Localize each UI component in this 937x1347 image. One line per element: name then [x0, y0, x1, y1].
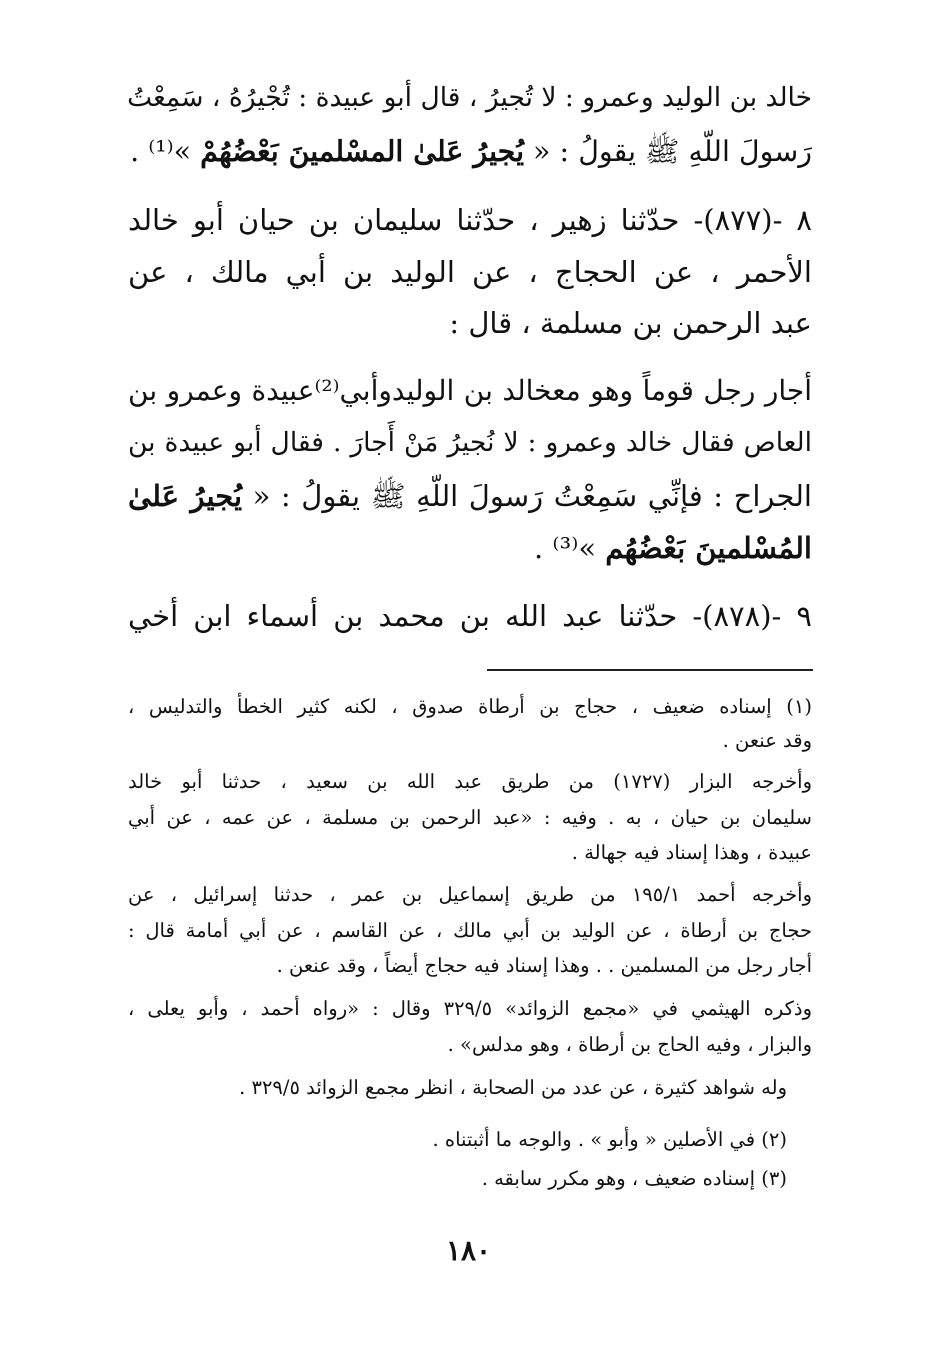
footnote-line — [128, 995, 812, 1023]
text-span: ٨ -(٨٧٧)- حدّثنا زهير ، حدّثنا سليمان بن حيان أبو خالد — [128, 203, 812, 237]
text-span: الجراح : فإنِّي سَمِعْتُ رَسولَ اللّهِ ﷺ يقولُ : « — [242, 479, 812, 513]
text-line — [128, 423, 812, 463]
text-line — [128, 131, 812, 172]
footnote-line — [128, 768, 812, 796]
hadith-text: المُسْلمينَ بَعْضُهُم — [605, 531, 812, 565]
text-line — [128, 303, 812, 343]
text-span: أجار رجل قوماً وهو معخالد بن الوليدوأبي⁽²⁾عبيدة وعمرو بن — [128, 374, 812, 407]
footnote-line — [128, 917, 812, 945]
text-line — [128, 252, 812, 292]
footnote-line — [128, 1074, 787, 1102]
text-line — [128, 78, 812, 118]
text-line — [128, 371, 812, 411]
text-span: وأخرجه البزار (١٧٢٧) من طريق عبد الله بن سعيد ، حدثنا أبو خالد — [128, 770, 812, 793]
hadith-877-line — [128, 200, 812, 240]
text-span: عبيدة ، وهذا إسناد فيه جهالة . — [571, 841, 812, 864]
hadith-878-line — [128, 596, 812, 636]
text-line — [128, 528, 812, 568]
text-span: وأخرجه أحمد ١٩٥/١ من طريق إسماعيل بن عمر ، حدثنا إسرائيل ، عن — [128, 883, 812, 906]
hadith-text: يُجيرُ عَلىٰ المسْلمينَ بَعْضُهُمْ — [200, 134, 524, 168]
footnote-line — [128, 952, 812, 980]
text-span: »⁽¹⁾ . — [130, 135, 201, 168]
page-number: ١٨٠ — [445, 1234, 492, 1267]
text-span: وذكره الهيثمي في «مجمع الزوائد» ٣٢٩/٥ وقال : «رواه أحمد ، وأبو يعلى ، — [128, 997, 812, 1020]
text-span: عبد الرحمن بن مسلمة ، قال : — [449, 306, 812, 340]
footnote-line — [128, 1031, 812, 1059]
text-span: خالد بن الوليد وعمرو : لا تُجيرُ ، قال أبو عبيدة : تُجْيرُهُ ، سَمِعْتُ — [127, 82, 812, 113]
text-span: ٩ -(٨٧٨)- حدّثنا عبد الله بن محمد بن أسماء ابن أخي — [128, 599, 812, 633]
footnote-separator — [487, 669, 813, 671]
footnote-line — [128, 1126, 787, 1154]
footnote-line — [128, 839, 812, 867]
text-span: (٢) في الأصلين « وأبو » . والوجه ما أثبتناه . — [432, 1128, 787, 1151]
text-span: الأحمر ، عن الحجاج ، عن الوليد بن أبي مالك ، عن — [128, 255, 812, 289]
text-span: والبزار ، وفيه الحاج بن أرطاة ، وهو مدلس» . — [447, 1033, 812, 1056]
footnote-line — [128, 881, 812, 909]
text-span: العاص فقال خالد وعمرو : لا نُجيرُ مَنْ أَجارَ . فقال أبو عبيدة بن — [128, 427, 812, 458]
text-line — [128, 476, 812, 516]
hadith-text: يُجيرُ عَلىٰ — [128, 479, 243, 513]
text-span: »⁽³⁾ . — [534, 531, 606, 565]
text-span: أجار رجل من المسلمين . . وهذا إسناد فيه حجاج أيضاً ، وقد عنعن . — [276, 954, 812, 977]
text-span: (١) إسناده ضعيف ، حجاج بن أرطاة صدوق ، لكنه كثير الخطأ والتدليس ، — [128, 695, 812, 718]
text-span: وقد عنعن . — [722, 729, 812, 752]
text-span: رَسولَ اللّهِ ﷺ يقولُ : « — [524, 135, 812, 168]
text-span: سليمان بن حيان ، به . وفيه : «عبد الرحمن بن مسلمة ، عن عمه ، عن أبي — [128, 806, 812, 829]
text-span: (٣) إسناده ضعيف ، وهو مكرر سابقه . — [481, 1167, 787, 1190]
text-span: حجاج بن أرطاة ، عن الوليد بن أبي مالك ، عن القاسم ، عن أبي أمامة قال : — [128, 919, 812, 942]
footnote-line — [128, 693, 812, 721]
footnote-line — [128, 727, 812, 755]
footnote-line — [128, 804, 812, 832]
text-span: وله شواهد كثيرة ، عن عدد من الصحابة ، انظر مجمع الزوائد ٣٢٩/٥ . — [239, 1076, 787, 1099]
footnote-line — [128, 1165, 787, 1193]
